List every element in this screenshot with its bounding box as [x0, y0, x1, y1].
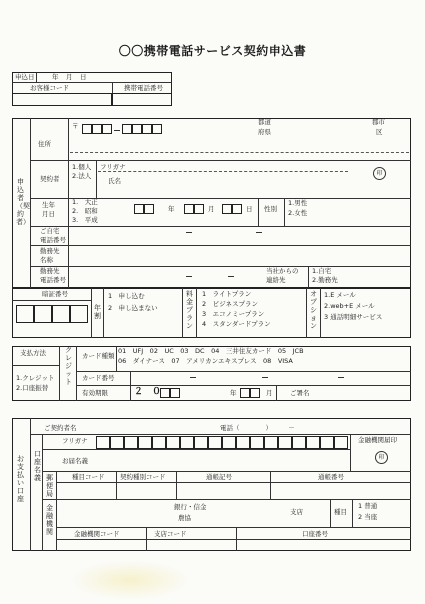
expiry-label: 有効期限 [82, 389, 108, 397]
expiry-year-unit: 年 [230, 389, 237, 397]
postal-code-box-7[interactable] [152, 124, 162, 134]
workplace-label-2: 名称 [40, 256, 53, 264]
furigana-box-5[interactable] [152, 436, 166, 449]
furigana-box-18[interactable] [334, 436, 348, 449]
payment-option-credit[interactable]: 1.クレジット [16, 374, 55, 382]
home-phone-label-1: ご自宅 [40, 227, 60, 235]
option-call-details[interactable]: 3 通話明細サービス [324, 313, 383, 321]
applicant-section-label: 申込者（契約者） [16, 178, 30, 226]
expiry-month-box-2[interactable] [250, 388, 260, 398]
customer-code-input[interactable] [12, 93, 112, 106]
birth-year-unit: 年 [168, 205, 175, 213]
bank-section-label: お支払い口座 [17, 455, 24, 503]
home-phone-label-2: 電話番号 [40, 236, 66, 244]
pin-box-3[interactable] [52, 305, 70, 323]
expiry-prefix: ２ ０ [134, 387, 162, 397]
contact-label-1: 当社からの [266, 267, 299, 275]
option-email[interactable]: 1.E メール [324, 291, 356, 299]
name-label: 氏名 [108, 177, 121, 185]
payment-method-label: 支払方法 [20, 349, 46, 357]
pin-box-2[interactable] [34, 305, 52, 323]
application-date-label: 申込日 [15, 73, 35, 81]
birth-year-box-2[interactable] [144, 204, 154, 214]
birth-day-unit: 日 [246, 205, 253, 213]
era-heisei[interactable]: 3. 平成 [72, 216, 98, 224]
bank-name-label: お届名義 [62, 457, 88, 465]
expiry-year-box-1[interactable] [160, 388, 170, 398]
postal-code-box-2[interactable] [92, 124, 102, 134]
furigana-box-11[interactable] [236, 436, 250, 449]
birth-month-box-2[interactable] [194, 204, 204, 214]
bank-furigana-label: フリガナ [62, 437, 88, 445]
credit-label: クレジット [65, 346, 72, 386]
pin-box-1[interactable] [16, 305, 34, 323]
birth-month-unit: 月 [208, 205, 215, 213]
work-phone-label-2: 電話番号 [40, 276, 66, 284]
applicant-seal: 印 [373, 167, 386, 180]
account-type-label: 種目 [334, 508, 347, 516]
discount-decline[interactable]: 2 申し込まない [108, 304, 158, 312]
gender-label: 性別 [264, 205, 277, 213]
birth-year-box-1[interactable] [134, 204, 144, 214]
pin-label: 暗証番号 [42, 290, 68, 298]
card-type-label: カード種類 [82, 352, 115, 360]
card-brands-line2[interactable]: 06 ダイナース 07 アメリカンエキスプレス 08 VISA [118, 357, 293, 365]
address-label: 住所 [38, 140, 51, 148]
card-brands-line1[interactable]: 01 UFJ 02 UC 03 DC 04 三井住友カード 05 JCB [118, 347, 304, 355]
contact-option-home[interactable]: 1.自宅 [312, 267, 332, 275]
customer-code-label: お客様コード [30, 84, 69, 92]
birth-label-1: 生年 [42, 201, 55, 209]
postal-mark: 〒 [72, 122, 79, 130]
furigana-box-16[interactable] [306, 436, 320, 449]
expiry-month-unit: 月 [266, 389, 273, 397]
account-name-label: 口座名義 [34, 450, 41, 482]
agri-label: 農協 [178, 514, 191, 522]
workplace-label-1: 勤務先 [40, 247, 60, 255]
prefecture-fu-ken: 府県 [258, 128, 271, 136]
plan-light[interactable]: 1 ライトプラン [202, 290, 252, 298]
postal-code-box-1[interactable] [82, 124, 92, 134]
prefecture-to-dou: 都道 [258, 118, 271, 126]
postal-label: 郵便局 [46, 474, 53, 498]
city-ku: 区 [376, 128, 383, 136]
postal-code-box-6[interactable] [142, 124, 152, 134]
passbook-code-label: 通帳記号 [206, 473, 232, 481]
plan-label: 料金プラン [186, 290, 193, 330]
pin-box-4[interactable] [70, 305, 88, 323]
form-title: 〇〇携帯電話サービス契約申込書 [118, 44, 307, 58]
furigana-box-12[interactable] [250, 436, 264, 449]
date-month: 月 [66, 73, 73, 81]
date-day: 日 [80, 73, 87, 81]
discount-label: 年割 [94, 304, 101, 320]
contractor-label: 契約者 [40, 175, 60, 183]
gender-female[interactable]: 2.女性 [288, 209, 308, 217]
work-phone-label-1: 勤務先 [40, 267, 60, 275]
financial-label: 金融機関 [46, 504, 53, 536]
bank-contractor-name-label: ご契約者名 [44, 424, 77, 432]
contact-label-2: 連絡先 [266, 276, 286, 284]
furigana-box-3[interactable] [124, 436, 138, 449]
contract-type-code-label: 契約種別コード [120, 473, 166, 481]
signature-label: ご署名 [290, 389, 310, 397]
contractor-option-corporate[interactable]: 2.法人 [72, 172, 92, 180]
bank-credit-label: 銀行・信金 [174, 503, 207, 511]
birth-label-2: 月日 [42, 210, 55, 218]
birth-day-box-1[interactable] [222, 204, 232, 214]
furigana-box-15[interactable] [292, 436, 306, 449]
bank-code-label: 金融機関コード [74, 530, 120, 538]
furigana-box-6[interactable] [166, 436, 180, 449]
plan-standard[interactable]: 4 スタンダードプラン [202, 320, 271, 328]
furigana-box-2[interactable] [110, 436, 124, 449]
account-type-current[interactable]: 2 当座 [358, 513, 378, 521]
account-number-label: 口座番号 [302, 530, 328, 538]
furigana-box-10[interactable] [222, 436, 236, 449]
account-type-ordinary[interactable]: 1 普通 [358, 502, 378, 510]
card-number-label: カード番号 [82, 374, 115, 382]
bank-seal: 印 [375, 451, 388, 464]
furigana-label: フリガナ [100, 163, 126, 171]
era-taisho[interactable]: 1. 大正 [72, 198, 98, 206]
bank-seal-label: 金融機関届印 [358, 436, 397, 444]
city-shi: 郡市 [372, 118, 385, 126]
payment-option-bank[interactable]: 2.口座振替 [16, 384, 49, 392]
contractor-option-individual[interactable]: 1.個人 [72, 163, 92, 171]
option-label: オプション [310, 290, 317, 330]
era-showa[interactable]: 2. 昭和 [72, 207, 98, 215]
branch-code-label: 支店コード [154, 530, 187, 538]
phone-number-input[interactable] [112, 93, 172, 106]
furigana-box-4[interactable] [138, 436, 152, 449]
furigana-box-17[interactable] [320, 436, 334, 449]
bank-phone-label: 電話（ ） － [220, 424, 295, 432]
paper-stain [70, 560, 190, 600]
option-web-email[interactable]: 2.web+E メール [324, 302, 375, 310]
furigana-box-13[interactable] [264, 436, 278, 449]
furigana-box-7[interactable] [180, 436, 194, 449]
gender-male[interactable]: 1.男性 [288, 199, 308, 207]
furigana-box-14[interactable] [278, 436, 292, 449]
branch-label: 支店 [290, 508, 303, 516]
contact-option-work[interactable]: 2.勤務先 [312, 276, 338, 284]
postal-code-box-3[interactable] [102, 124, 112, 134]
discount-apply[interactable]: 1 申し込む [108, 292, 145, 300]
birth-day-box-2[interactable] [232, 204, 242, 214]
furigana-box-8[interactable] [194, 436, 208, 449]
expiry-month-box-1[interactable] [240, 388, 250, 398]
passbook-number-label: 通帳番号 [318, 473, 344, 481]
expiry-year-box-2[interactable] [170, 388, 180, 398]
plan-business[interactable]: 2 ビジネスプラン [202, 300, 258, 308]
postal-code-box-4[interactable] [122, 124, 132, 134]
furigana-box-1[interactable] [96, 436, 110, 449]
postal-code-box-5[interactable] [132, 124, 142, 134]
furigana-box-9[interactable] [208, 436, 222, 449]
category-code-label: 種目コード [72, 473, 105, 481]
birth-month-box-1[interactable] [184, 204, 194, 214]
phone-number-label: 携帯電話番号 [124, 84, 163, 92]
plan-economy[interactable]: 3 エコノミープラン [202, 310, 265, 318]
date-year: 年 [52, 73, 59, 81]
